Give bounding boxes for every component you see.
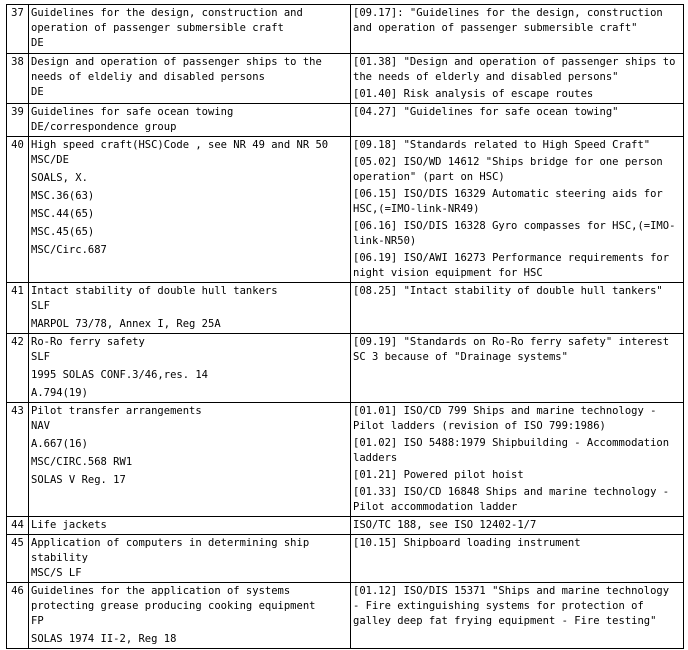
imo-topic-cell: [29, 54, 351, 104]
iso-standards-cell: [351, 137, 684, 283]
imo-topic-cell: [29, 104, 351, 137]
standard-reference: [06.16] ISO/DIS 16328 Gyro compasses for HSC,(=IMO-link-NR50): [353, 220, 676, 247]
topic-reference: NAV: [31, 420, 50, 432]
iso-standards-cell: [351, 535, 684, 583]
topic-reference: MSC/S LF: [31, 567, 82, 579]
iso-standards-cell: [351, 583, 684, 649]
table-row: [7, 583, 684, 649]
imo-topic-cell: [29, 283, 351, 334]
standard-reference: ISO/TC 188, see ISO 12402-1/7: [353, 519, 537, 531]
topic-reference: SLF: [31, 351, 50, 363]
iso-standards-cell: [351, 517, 684, 535]
table-row: [7, 517, 684, 535]
topic-reference: FP: [31, 615, 44, 627]
topic-reference: MSC.45(65): [31, 226, 95, 238]
standard-reference: [09.19] "Standards on Ro-Ro ferry safety" interest SC 3 because of "Drainage systems": [353, 336, 670, 363]
table-body: [7, 5, 684, 649]
document-page: [6, 4, 683, 649]
topic-title: Design and operation of passenger ships to the needs of eldeliy and disabled persons: [31, 56, 322, 83]
topic-reference: A.794(19): [31, 387, 88, 399]
imo-topic-cell: [29, 137, 351, 283]
imo-topic-cell: [29, 5, 351, 54]
standard-reference: [01.40] Risk analysis of escape routes: [353, 88, 594, 100]
topic-title: Guidelines for safe ocean towing: [31, 106, 234, 118]
topic-title: Ro-Ro ferry safety: [31, 336, 145, 348]
topic-reference: SLF: [31, 300, 50, 312]
table-row: [7, 535, 684, 583]
topic-title: Guidelines for the design, construction and operation of passenger submersible craft: [31, 7, 303, 34]
iso-standards-cell: [351, 104, 684, 137]
topic-reference: MSC/Circ.687: [31, 244, 107, 256]
imo-topic-cell: [29, 517, 351, 535]
iso-standards-cell: [351, 283, 684, 334]
standard-reference: [09.17]: "Guidelines for the design, construction and operation of passenger submersible craft": [353, 7, 663, 34]
topic-title: Application of computers in determining ship stability: [31, 537, 310, 564]
topic-reference: DE/correspondence group: [31, 121, 177, 133]
standard-reference: [01.38] "Design and operation of passenger ships to the needs of elderly and disabled persons": [353, 56, 676, 83]
standard-reference: [05.02] ISO/WD 14612 "Ships bridge for one person operation" (part on HSC): [353, 156, 663, 183]
topic-reference: 1995 SOLAS CONF.3/46,res. 14: [31, 369, 209, 381]
row-number: 39: [7, 104, 29, 137]
standard-reference: [06.15] ISO/DIS 16329 Automatic steering aids for HSC,(=IMO-link-NR49): [353, 188, 663, 215]
row-number: 41: [7, 283, 29, 334]
row-number: 44: [7, 517, 29, 535]
topic-title: Life jackets: [31, 519, 107, 531]
standard-reference: [01.21] Powered pilot hoist: [353, 469, 524, 481]
topic-reference: MSC.36(63): [31, 190, 95, 202]
imo-topic-cell: [29, 535, 351, 583]
standard-reference: [06.19] ISO/AWI 16273 Performance requirements for night vision equipment for HSC: [353, 252, 670, 279]
topic-reference: MSC/DE: [31, 154, 69, 166]
topic-reference: DE: [31, 37, 44, 49]
table-row: [7, 54, 684, 104]
topic-reference: MSC.44(65): [31, 208, 95, 220]
imo-iso-cross-reference-table: [6, 4, 684, 649]
standard-reference: [01.33] ISO/CD 16848 Ships and marine technology - Pilot accommodation ladder: [353, 486, 670, 513]
standard-reference: [01.12] ISO/DIS 15371 "Ships and marine technology - Fire extinguishing systems for protection of galley deep fat frying equipment - Fire testing": [353, 585, 670, 627]
imo-topic-cell: [29, 403, 351, 517]
table-row: [7, 403, 684, 517]
standard-reference: [01.02] ISO 5488:1979 Shipbuilding - Accommodation ladders: [353, 437, 670, 464]
table-row: [7, 5, 684, 54]
topic-reference: SOLAS 1974 II-2, Reg 18: [31, 633, 177, 645]
standard-reference: [08.25] "Intact stability of double hull tankers": [353, 285, 663, 297]
iso-standards-cell: [351, 334, 684, 403]
topic-reference: MSC/CIRC.568 RW1: [31, 456, 133, 468]
row-number: 38: [7, 54, 29, 104]
standard-reference: [09.18] "Standards related to High Speed Craft": [353, 139, 651, 151]
topic-title: Pilot transfer arrangements: [31, 405, 202, 417]
topic-reference: SOALS, X.: [31, 172, 88, 184]
table-row: [7, 283, 684, 334]
standard-reference: [10.15] Shipboard loading instrument: [353, 537, 581, 549]
standard-reference: [01.01] ISO/CD 799 Ships and marine technology - Pilot ladders (revision of ISO 799:1986): [353, 405, 657, 432]
topic-reference: MARPOL 73/78, Annex I, Reg 25A: [31, 318, 221, 330]
iso-standards-cell: [351, 403, 684, 517]
topic-title: Intact stability of double hull tankers: [31, 285, 278, 297]
row-number: 45: [7, 535, 29, 583]
topic-reference: SOLAS V Reg. 17: [31, 474, 126, 486]
imo-topic-cell: [29, 334, 351, 403]
table-row: [7, 137, 684, 283]
iso-standards-cell: [351, 54, 684, 104]
row-number: 46: [7, 583, 29, 649]
topic-reference: DE: [31, 86, 44, 98]
topic-reference: A.667(16): [31, 438, 88, 450]
row-number: 37: [7, 5, 29, 54]
iso-standards-cell: [351, 5, 684, 54]
table-row: [7, 334, 684, 403]
row-number: 40: [7, 137, 29, 283]
table-row: [7, 104, 684, 137]
topic-title: Guidelines for the application of systems protecting grease producing cooking equipment: [31, 585, 316, 612]
standard-reference: [04.27] "Guidelines for safe ocean towing": [353, 106, 619, 118]
row-number: 42: [7, 334, 29, 403]
topic-title: High speed craft(HSC)Code , see NR 49 and NR 50: [31, 139, 329, 151]
imo-topic-cell: [29, 583, 351, 649]
row-number: 43: [7, 403, 29, 517]
